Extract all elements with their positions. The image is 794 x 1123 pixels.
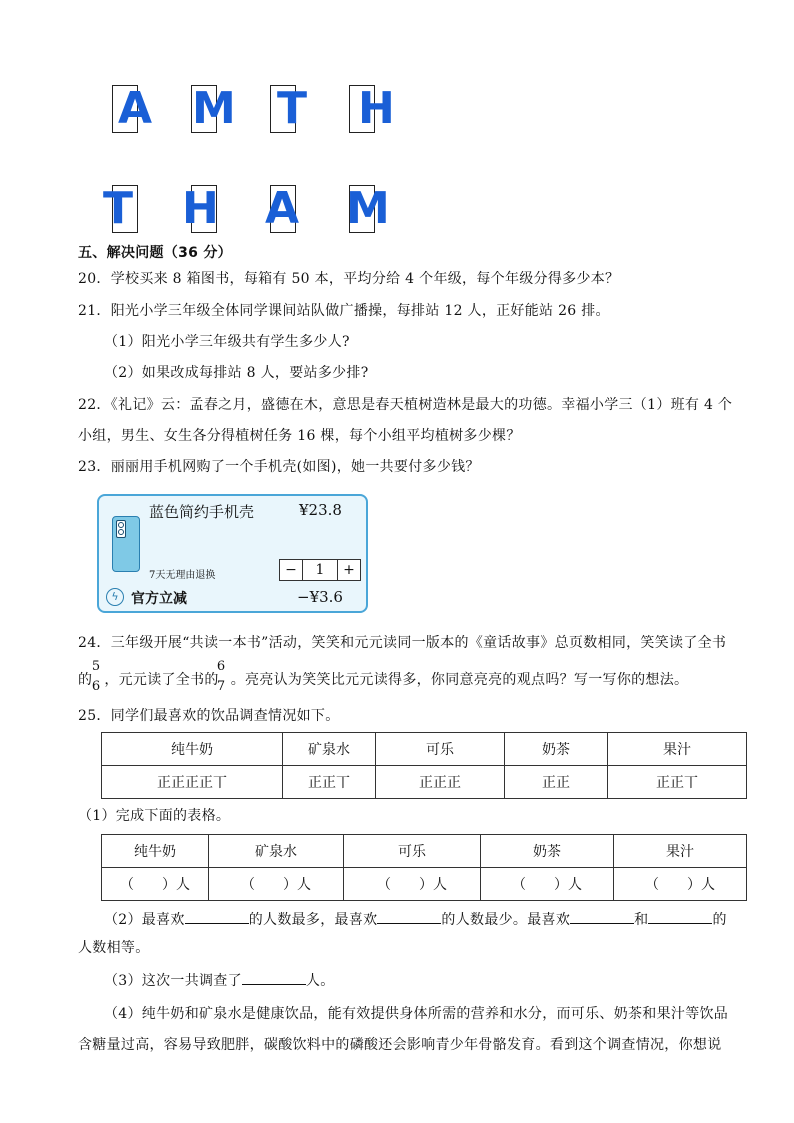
camera-icon	[116, 520, 126, 538]
table-header-cell: 果汁	[614, 835, 747, 868]
letter-card-a-2	[265, 183, 300, 234]
fraction-denominator: 6	[91, 679, 101, 694]
letter-glyph: H	[182, 183, 219, 234]
text-segment: 的	[712, 912, 727, 928]
letter-card-h	[349, 83, 395, 134]
table-header-cell: 果汁	[608, 733, 747, 766]
answer-cell[interactable]: （ ）人	[102, 868, 209, 901]
letter-card-h-2	[182, 183, 219, 234]
question-25-part1: （1）完成下面的表格。	[78, 808, 231, 824]
letter-card-a	[112, 83, 153, 134]
answer-blank[interactable]	[377, 909, 441, 924]
quantity-value: 1	[302, 560, 338, 580]
letter-card-t	[270, 83, 308, 134]
text-segment: （2）最喜欢	[104, 912, 185, 928]
table-header-cell: 纯牛奶	[102, 835, 209, 868]
question-22-line2: 小组，男生、女生各分得植树任务 16 棵，每个小组平均植树多少棵？	[78, 428, 521, 444]
question-25-part4-line1: （4）纯牛奶和矿泉水是健康饮品，能有效提供身体所需的营养和水分，而可乐、奶茶和果汁等饮品	[104, 1006, 729, 1022]
tally-cell: 正正正	[376, 766, 505, 799]
question-24-line1: 24．三年级开展“共读一本书”活动，笑笑和元元读同一版本的《童话故事》总页数相同，笑笑读了全书	[78, 635, 727, 651]
tally-cell: 正正丅	[608, 766, 747, 799]
table-row	[102, 868, 747, 901]
table-header-cell: 纯牛奶	[102, 733, 283, 766]
question-25-part3	[104, 970, 335, 991]
table-header-cell: 奶茶	[505, 733, 608, 766]
letter-glyph: H	[358, 83, 395, 134]
question-25-stem: 25．同学们最喜欢的饮品调查情况如下。	[78, 708, 340, 724]
question-22-line1: 22．《礼记》云：孟春之月，盛德在木，意思是春天植树造林是最大的功德。幸福小学三（1）班有 4 个	[78, 397, 733, 413]
question-23: 23．丽丽用手机网购了一个手机壳(如图)，她一共要付多少钱？	[78, 459, 480, 475]
tally-cell: 正正	[505, 766, 608, 799]
table-header-cell: 奶茶	[481, 835, 614, 868]
letter-glyph: A	[118, 83, 153, 134]
text-segment: ，元元读了全书的	[104, 672, 219, 688]
table-header-cell: 矿泉水	[209, 835, 344, 868]
text-segment: 的人数最少。最喜欢	[441, 912, 571, 928]
text-segment: 和	[634, 912, 649, 928]
discount-label: 官方立减	[131, 591, 187, 607]
letter-glyph: M	[192, 83, 236, 134]
letter-glyph: M	[346, 183, 390, 234]
table-row	[102, 766, 747, 799]
section-heading: 五、解决问题（36 分）	[78, 245, 232, 261]
answer-blank[interactable]	[185, 909, 249, 924]
tally-cell: 正正丅	[283, 766, 376, 799]
text-segment: 的	[78, 672, 93, 688]
letter-glyph: A	[265, 183, 300, 234]
letter-card-m	[191, 83, 236, 134]
letter-glyph: T	[277, 83, 308, 134]
answer-cell[interactable]: （ ）人	[481, 868, 614, 901]
table-header-cell: 可乐	[376, 733, 505, 766]
tally-table	[101, 732, 747, 799]
question-24-line2	[78, 670, 688, 690]
text-segment: 。亮亮认为笑笑比元元读得多，你同意亮亮的观点吗？写一写你的想法。	[230, 672, 689, 688]
question-21-part1: （1）阳光小学三年级共有学生多少人?	[104, 334, 350, 350]
answer-blank[interactable]	[242, 970, 306, 985]
answer-cell[interactable]: （ ）人	[614, 868, 747, 901]
product-card	[97, 494, 368, 613]
text-segment: （3）这次一共调查了	[104, 973, 242, 989]
table-header-cell: 矿泉水	[283, 733, 376, 766]
count-table	[101, 834, 747, 901]
decrement-button[interactable]: −	[285, 562, 297, 578]
question-20: 20．学校买来 8 箱图书，每箱有 50 本，平均分给 4 个年级，每个年级分得多少本？	[78, 271, 620, 287]
table-header-row	[102, 733, 747, 766]
increment-button[interactable]: +	[343, 562, 355, 578]
question-21-part2: （2）如果改成每排站 8 人，要站多少排?	[104, 365, 369, 381]
letter-card-t-2	[103, 183, 138, 234]
letter-card-m-2	[346, 183, 390, 234]
question-25-part2	[104, 909, 727, 930]
table-header-cell: 可乐	[344, 835, 481, 868]
tally-cell: 正正正正丅	[102, 766, 283, 799]
question-25-part2-line2: 人数相等。	[78, 940, 150, 956]
fraction-numerator: 6	[216, 659, 226, 674]
lightning-icon: ϟ	[106, 588, 124, 606]
answer-blank[interactable]	[570, 909, 634, 924]
product-title: 蓝色简约手机壳	[149, 503, 255, 521]
answer-cell[interactable]: （ ）人	[344, 868, 481, 901]
question-21-stem: 21．阳光小学三年级全体同学课间站队做广播操，每排站 12 人，正好能站 26 排。	[78, 303, 610, 319]
discount-amount: −¥3.6	[297, 588, 343, 606]
return-policy-note: 7天无理由退换	[149, 570, 216, 581]
table-header-row	[102, 835, 747, 868]
quantity-stepper[interactable]	[279, 559, 361, 581]
fraction-numerator: 5	[91, 659, 101, 674]
letter-glyph: T	[103, 183, 134, 234]
answer-cell[interactable]: （ ）人	[209, 868, 344, 901]
phone-case-icon	[112, 516, 140, 572]
text-segment: 的人数最多，最喜欢	[248, 912, 378, 928]
answer-blank[interactable]	[648, 909, 712, 924]
question-25-part4-line2: 含糖量过高，容易导致肥胖，碳酸饮料中的磷酸还会影响青少年骨骼发育。看到这个调查情况，你想说	[78, 1037, 722, 1053]
fraction-denominator: 7	[216, 679, 226, 694]
product-price: ¥23.8	[299, 501, 342, 519]
text-segment: 人。	[305, 973, 335, 989]
